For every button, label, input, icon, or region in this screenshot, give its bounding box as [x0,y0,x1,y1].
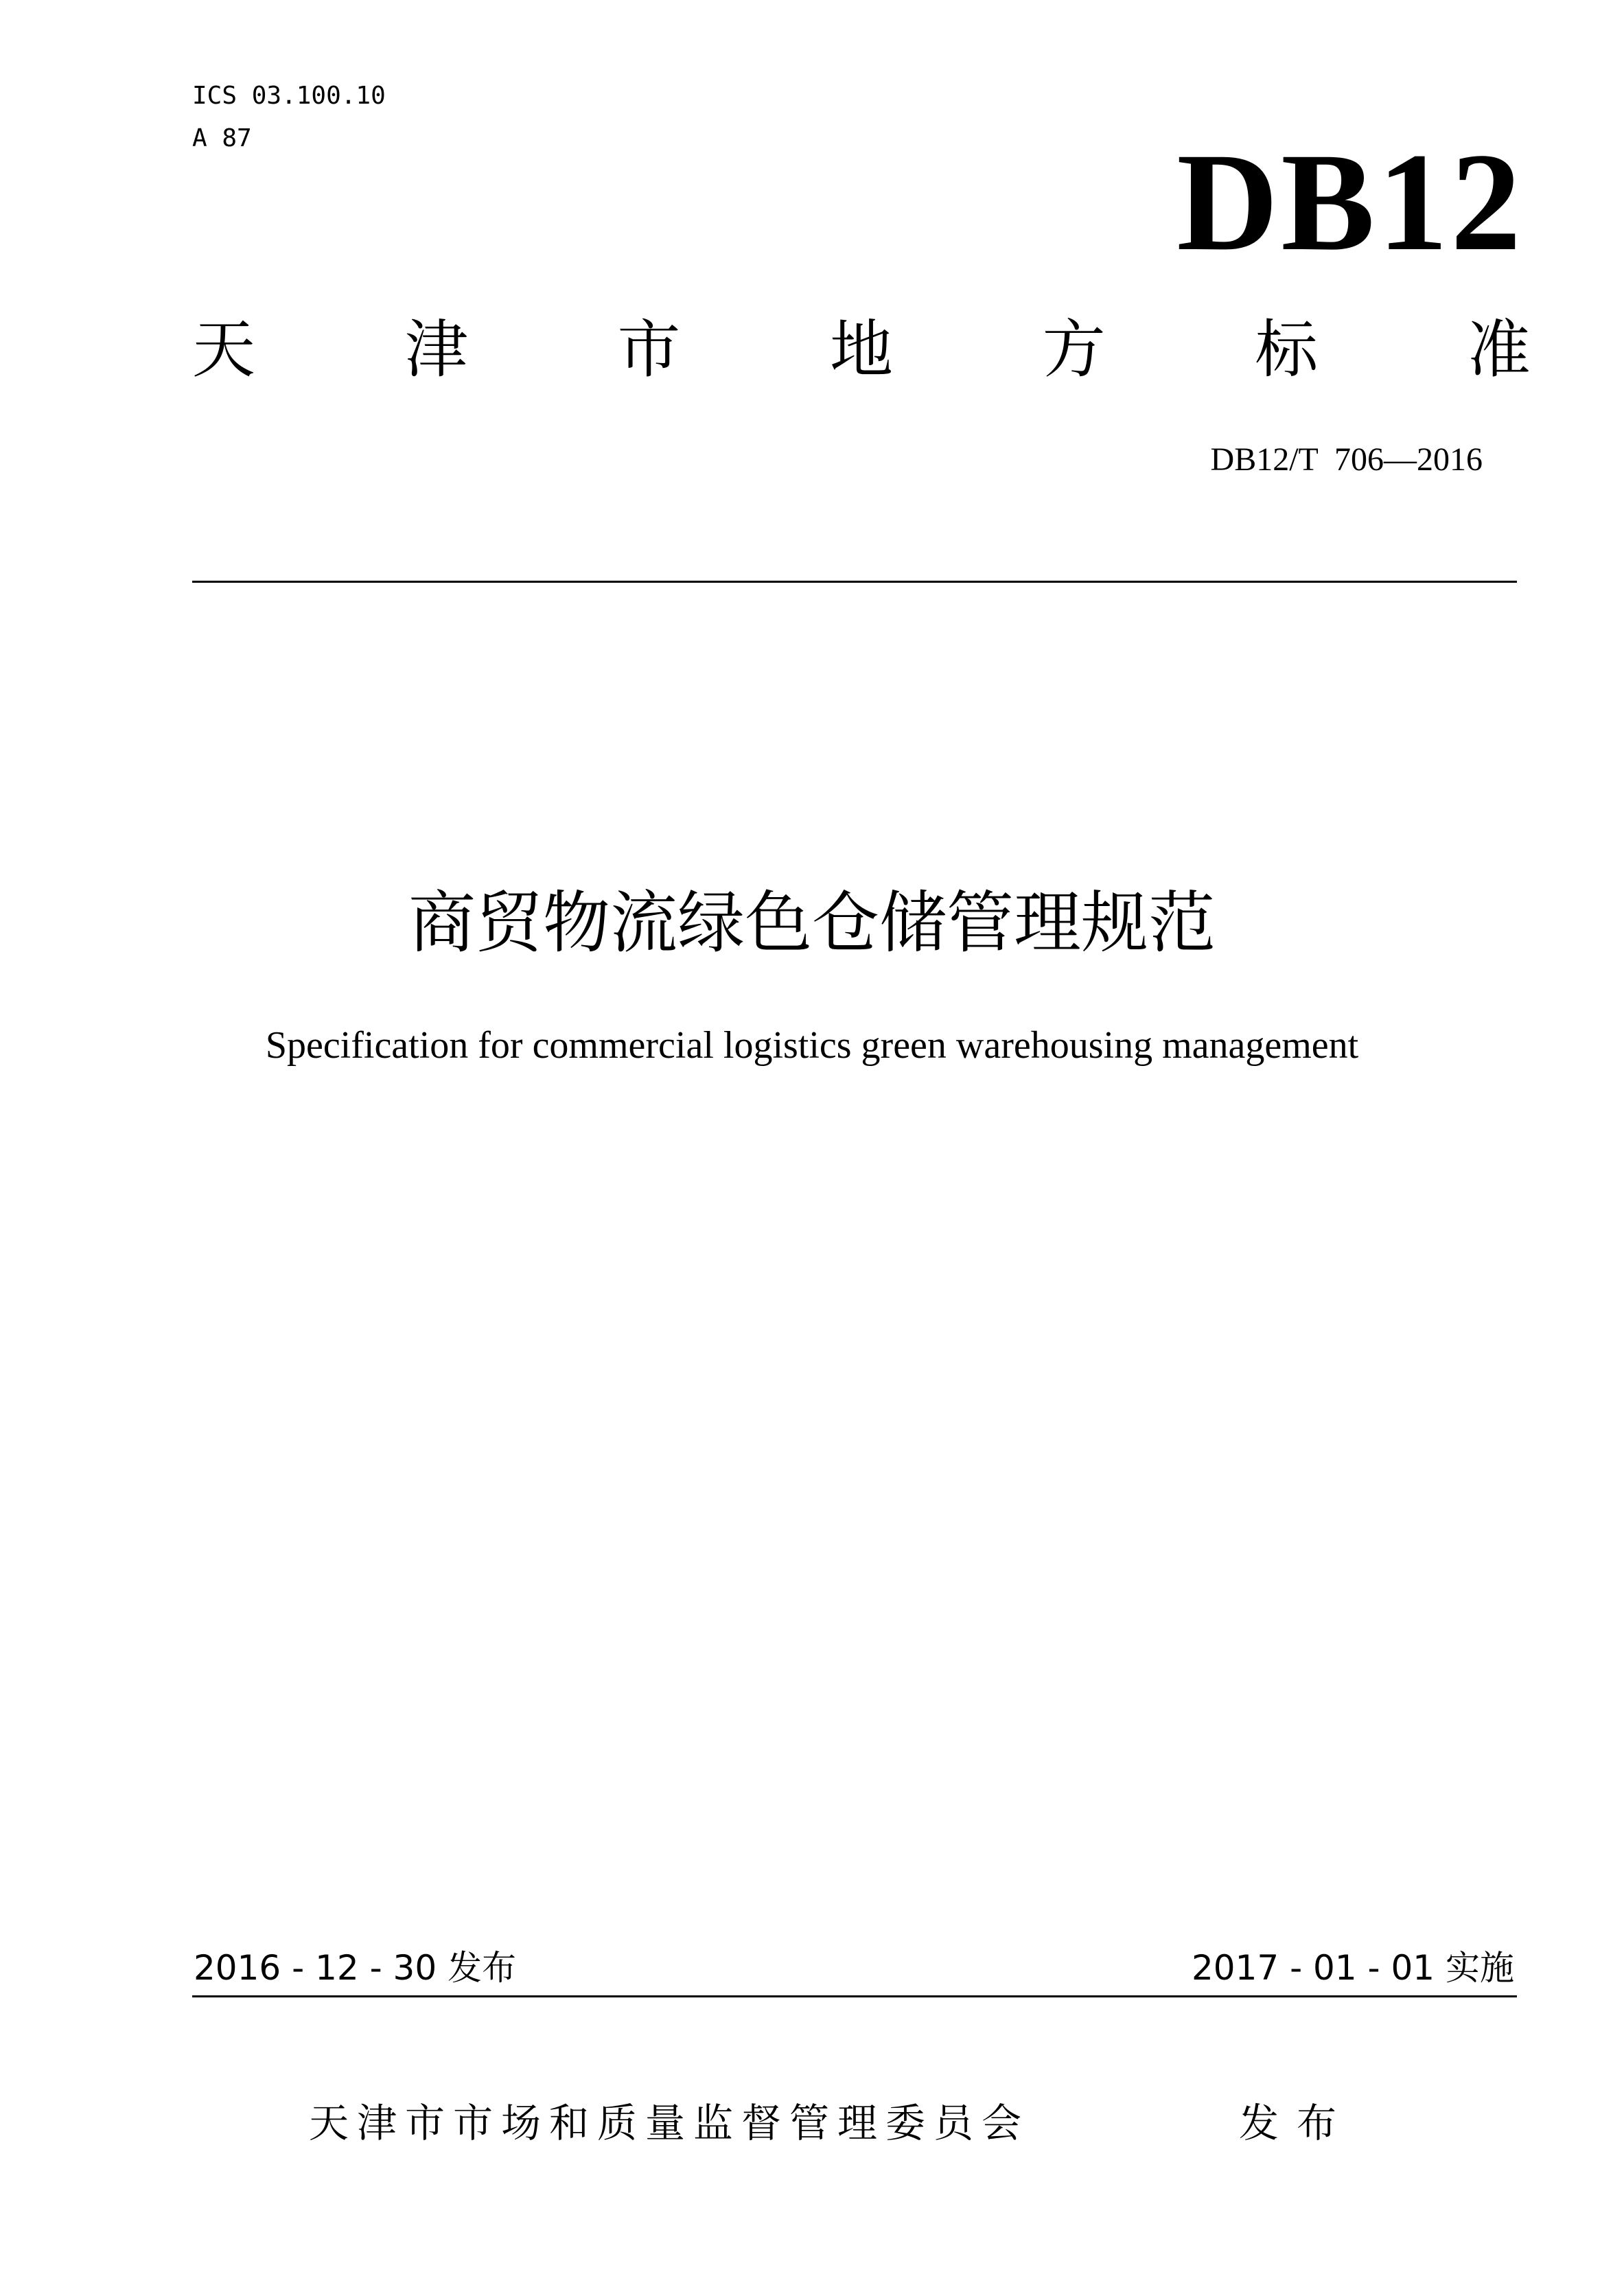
implementation-date: 2017 - 01 - 01 实施 [1191,1948,1514,1988]
title-english: Specification for commercial logistics green warehousing management [265,1024,1359,1067]
classification-code: A 87 [192,124,252,152]
standard-type-char: 准 [1467,313,1531,386]
standard-type-char: 市 [617,313,681,386]
standard-type-char: 天 [192,313,256,386]
standard-type-char: 津 [404,313,468,386]
bottom-divider [192,1995,1517,1997]
ics-code: ICS 03.100.10 [192,82,386,110]
issue-date: 2016 - 12 - 30 发布 [194,1948,517,1988]
top-divider [192,581,1517,583]
standard-type-char: 地 [829,313,893,386]
title-chinese: 商贸物流绿色仓储管理规范 [408,884,1216,962]
standard-number: DB12/T 706—2016 [1210,441,1483,478]
issuing-authority: 天津市市场和质量监督管理委员会 [309,2100,1030,2146]
standard-type-char: 标 [1255,313,1319,386]
standard-type-char: 方 [1042,313,1106,386]
standard-type-heading [192,312,1531,388]
issue-label: 发布 [1239,2100,1355,2146]
db-logo: DB12 [1176,124,1524,280]
